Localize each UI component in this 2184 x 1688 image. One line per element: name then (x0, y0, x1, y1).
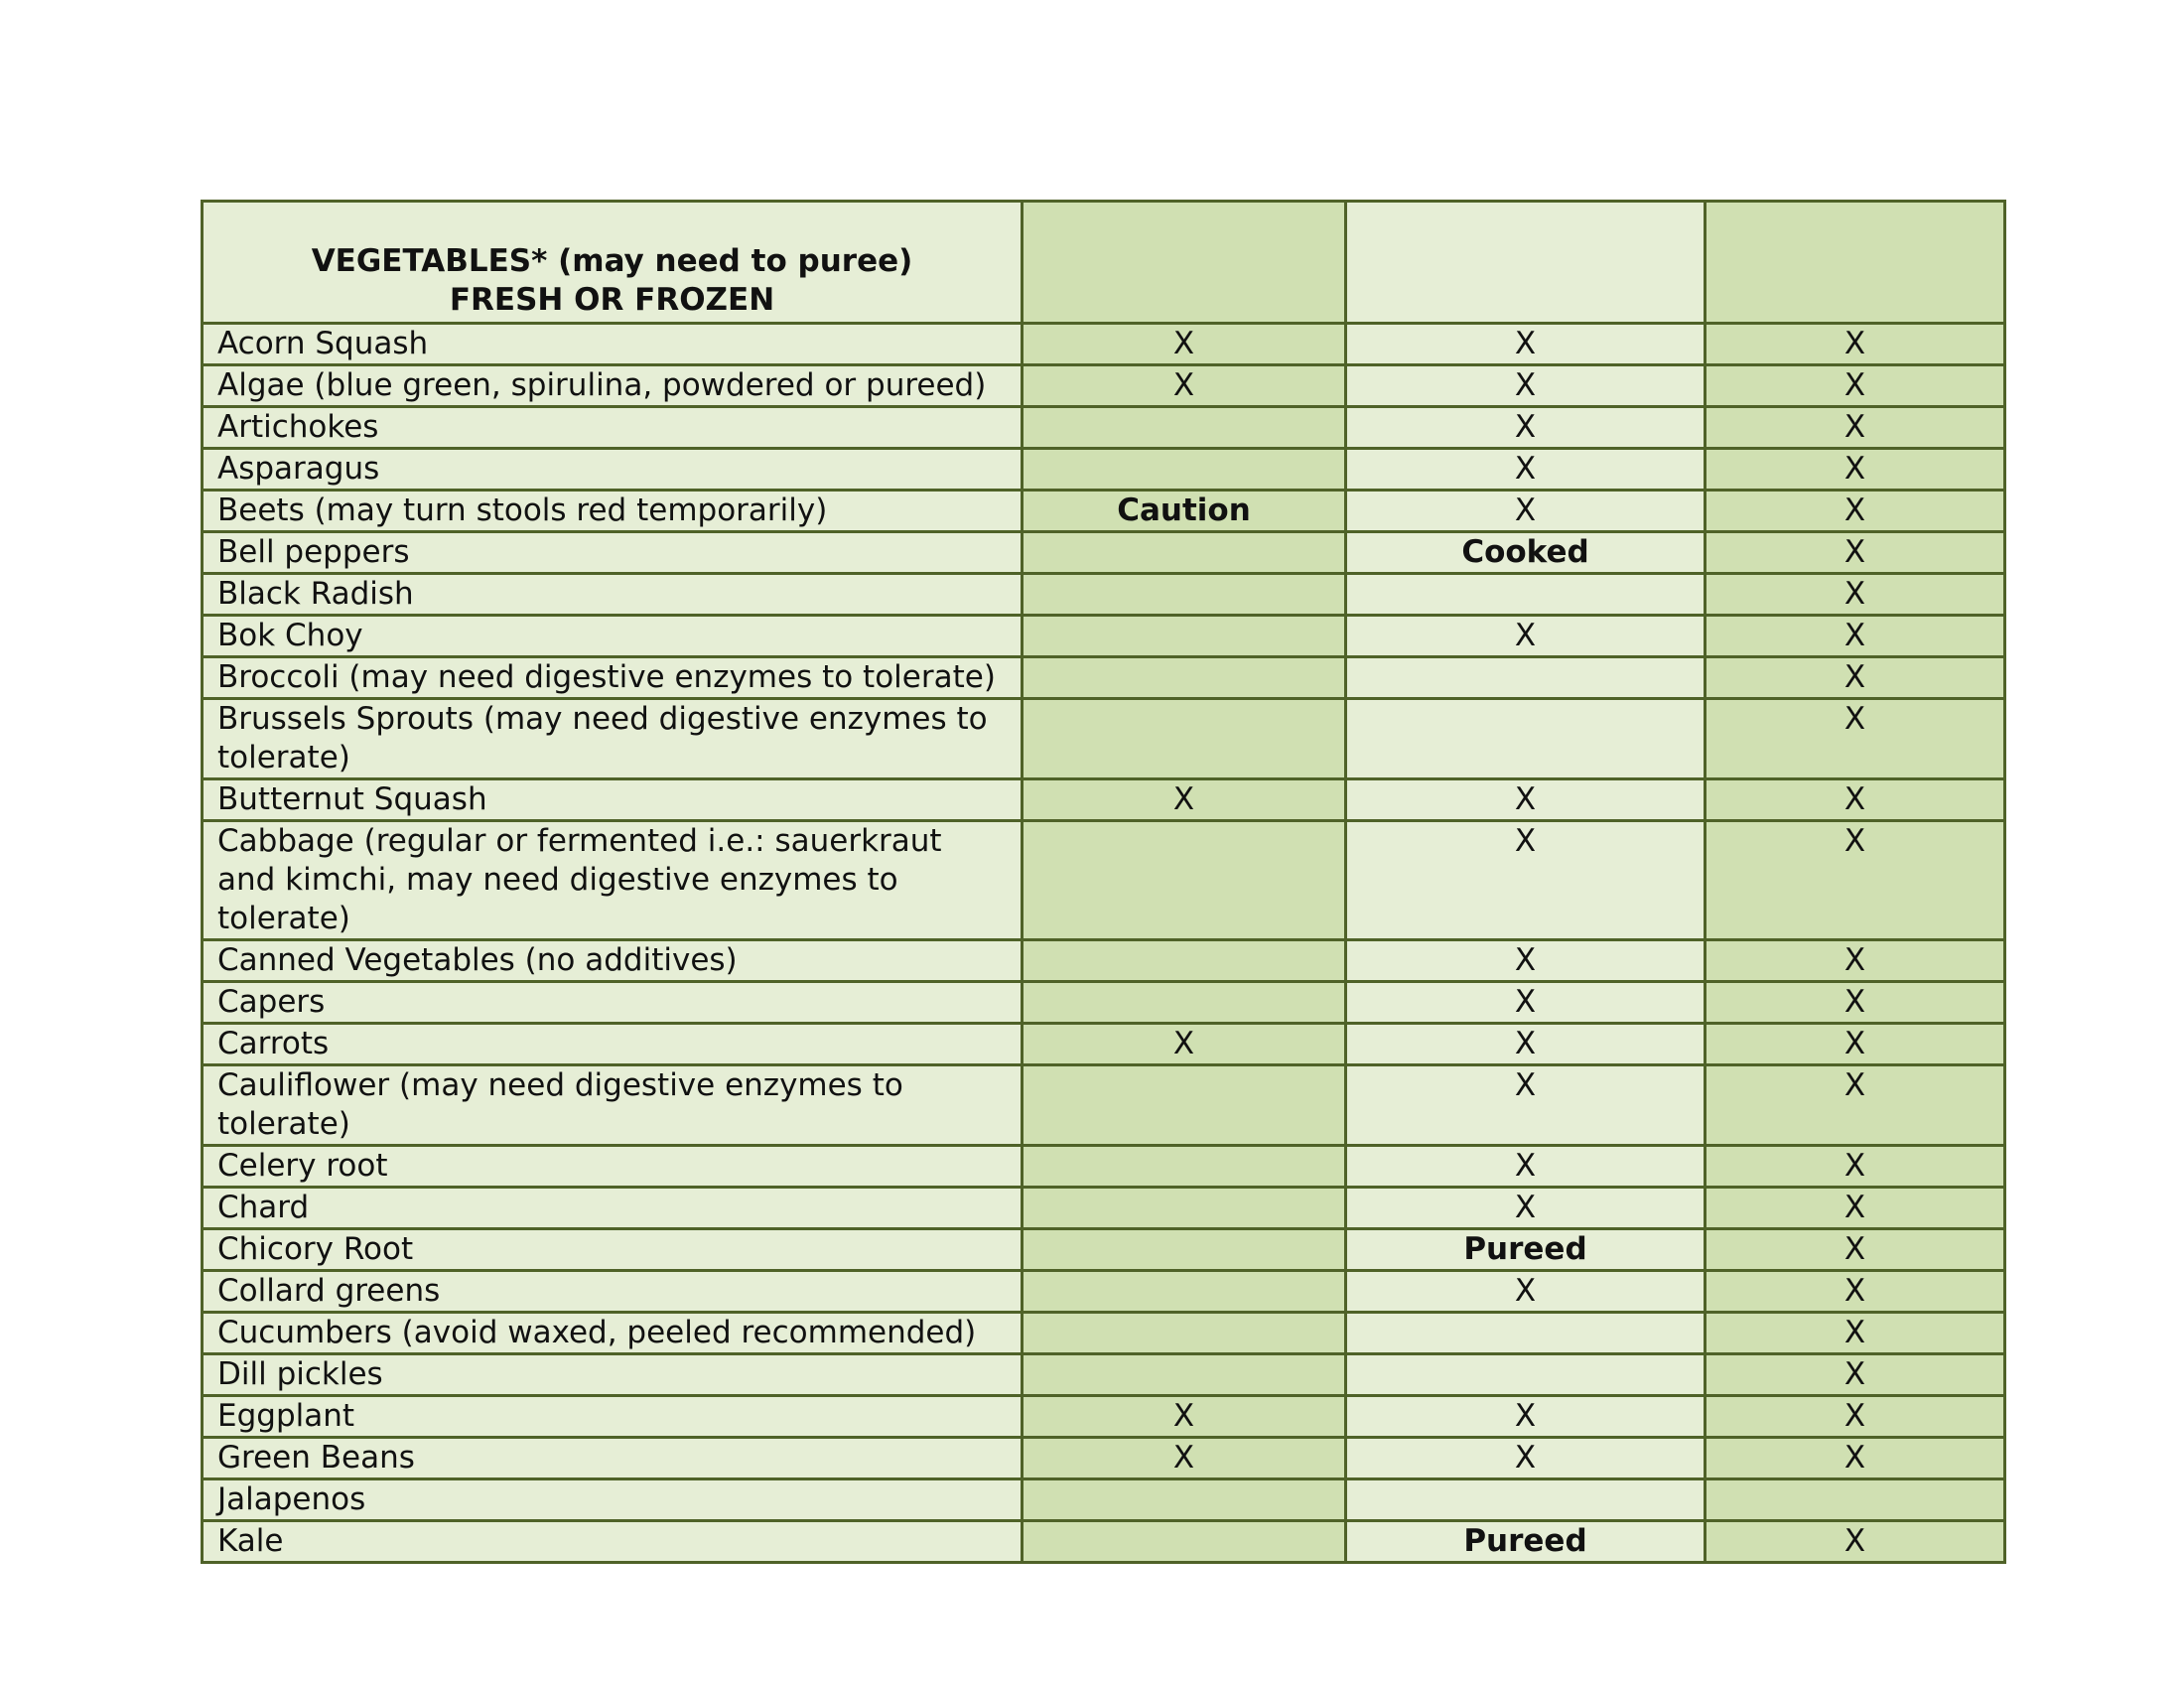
column-1-cell: X (1023, 1396, 1346, 1438)
column-2-cell: X (1346, 1024, 1706, 1065)
column-2-cell: X (1346, 982, 1706, 1024)
vegetable-name: Algae (blue green, spirulina, powdered or pureed) (203, 365, 1023, 407)
column-1-cell (1023, 1521, 1346, 1563)
table-row (203, 1188, 2005, 1229)
vegetable-name: Cauliflower (may need digestive enzymes to tolerate) (203, 1065, 1023, 1146)
column-2-cell: X (1346, 1438, 1706, 1479)
column-3-cell: X (1706, 449, 2005, 491)
column-3-cell: X (1706, 365, 2005, 407)
column-2-cell: X (1346, 491, 1706, 532)
column-2-cell: X (1346, 616, 1706, 657)
table-row (203, 657, 2005, 699)
column-2-cell (1346, 1354, 1706, 1396)
table-row (203, 491, 2005, 532)
column-3-cell: X (1706, 532, 2005, 574)
table-row (203, 1024, 2005, 1065)
table-row (203, 699, 2005, 779)
vegetable-name: Kale (203, 1521, 1023, 1563)
column-2-cell: Pureed (1346, 1521, 1706, 1563)
vegetable-name: Canned Vegetables (no additives) (203, 940, 1023, 982)
column-2-cell (1346, 657, 1706, 699)
table-row (203, 532, 2005, 574)
table-row (203, 1065, 2005, 1146)
vegetable-name: Asparagus (203, 449, 1023, 491)
column-1-cell (1023, 940, 1346, 982)
column-3-cell: X (1706, 1271, 2005, 1313)
column-3-cell: X (1706, 1024, 2005, 1065)
table-header-row (203, 202, 2005, 324)
column-3-cell: X (1706, 1146, 2005, 1188)
column-3-cell: X (1706, 1229, 2005, 1271)
column-2-cell: X (1346, 324, 1706, 365)
column-3-cell: X (1706, 324, 2005, 365)
column-3-cell: X (1706, 1354, 2005, 1396)
column-1-cell (1023, 616, 1346, 657)
column-3-cell: X (1706, 1065, 2005, 1146)
vegetable-name: Dill pickles (203, 1354, 1023, 1396)
column-2-cell (1346, 699, 1706, 779)
table-row (203, 1271, 2005, 1313)
column-2-cell (1346, 574, 1706, 616)
table-row (203, 1521, 2005, 1563)
column-1-cell: X (1023, 365, 1346, 407)
vegetable-name: Beets (may turn stools red temporarily) (203, 491, 1023, 532)
table-row (203, 1354, 2005, 1396)
vegetable-name: Capers (203, 982, 1023, 1024)
column-2-cell (1346, 1479, 1706, 1521)
vegetable-name: Carrots (203, 1024, 1023, 1065)
column-3-cell: X (1706, 982, 2005, 1024)
column-2-cell: X (1346, 365, 1706, 407)
column-2-cell: X (1346, 449, 1706, 491)
column-1-cell: X (1023, 1024, 1346, 1065)
table-row (203, 449, 2005, 491)
column-1-cell: X (1023, 1438, 1346, 1479)
header-title-line1: VEGETABLES* (may need to puree) (311, 243, 913, 279)
column-1-cell (1023, 407, 1346, 449)
column-3-cell: X (1706, 1396, 2005, 1438)
column-3-cell: X (1706, 1313, 2005, 1354)
column-2-cell: Pureed (1346, 1229, 1706, 1271)
column-3-cell: X (1706, 657, 2005, 699)
vegetables-table-body (203, 202, 2005, 1563)
column-2-cell: X (1346, 1188, 1706, 1229)
vegetable-name: Cucumbers (avoid waxed, peeled recommended) (203, 1313, 1023, 1354)
table-row (203, 574, 2005, 616)
column-3-cell: X (1706, 821, 2005, 940)
column-3-cell: X (1706, 1438, 2005, 1479)
vegetables-table (201, 200, 2006, 1564)
column-3-cell (1706, 1479, 2005, 1521)
column-3-cell: X (1706, 491, 2005, 532)
table-row (203, 1146, 2005, 1188)
column-2-cell: X (1346, 1396, 1706, 1438)
table-row (203, 1313, 2005, 1354)
table-row (203, 982, 2005, 1024)
column-2-cell (1346, 1313, 1706, 1354)
vegetable-name: Acorn Squash (203, 324, 1023, 365)
table-row (203, 616, 2005, 657)
vegetable-name: Brussels Sprouts (may need digestive enzymes to tolerate) (203, 699, 1023, 779)
column-2-cell: Cooked (1346, 532, 1706, 574)
table-row (203, 1229, 2005, 1271)
vegetable-name: Jalapenos (203, 1479, 1023, 1521)
vegetable-name: Cabbage (regular or fermented i.e.: sauerkraut and kimchi, may need digestive enzymes to tolerate) (203, 821, 1023, 940)
column-3-cell: X (1706, 1188, 2005, 1229)
vegetable-name: Green Beans (203, 1438, 1023, 1479)
vegetable-name: Butternut Squash (203, 779, 1023, 821)
column-1-cell (1023, 1146, 1346, 1188)
column-2-cell: X (1346, 779, 1706, 821)
column-1-cell (1023, 821, 1346, 940)
column-1-cell (1023, 1188, 1346, 1229)
header-col3 (1706, 202, 2005, 324)
header-title-line2: FRESH OR FROZEN (449, 282, 775, 318)
header-col2 (1346, 202, 1706, 324)
column-1-cell (1023, 657, 1346, 699)
column-3-cell: X (1706, 699, 2005, 779)
column-2-cell: X (1346, 1146, 1706, 1188)
column-3-cell: X (1706, 1521, 2005, 1563)
column-1-cell (1023, 1354, 1346, 1396)
column-2-cell: X (1346, 407, 1706, 449)
column-1-cell (1023, 532, 1346, 574)
vegetable-name: Chicory Root (203, 1229, 1023, 1271)
table-row (203, 407, 2005, 449)
column-3-cell: X (1706, 779, 2005, 821)
column-3-cell: X (1706, 407, 2005, 449)
column-1-cell (1023, 1229, 1346, 1271)
column-1-cell: X (1023, 779, 1346, 821)
column-1-cell: X (1023, 324, 1346, 365)
column-3-cell: X (1706, 616, 2005, 657)
table-row (203, 821, 2005, 940)
column-3-cell: X (1706, 574, 2005, 616)
header-title (203, 202, 1023, 324)
header-col1 (1023, 202, 1346, 324)
table-row (203, 940, 2005, 982)
vegetable-name: Collard greens (203, 1271, 1023, 1313)
column-1-cell (1023, 1065, 1346, 1146)
vegetable-name: Bok Choy (203, 616, 1023, 657)
column-3-cell: X (1706, 940, 2005, 982)
vegetable-name: Artichokes (203, 407, 1023, 449)
column-1-cell (1023, 1479, 1346, 1521)
table-row (203, 1438, 2005, 1479)
vegetable-name: Black Radish (203, 574, 1023, 616)
vegetable-name: Bell peppers (203, 532, 1023, 574)
table-row (203, 1396, 2005, 1438)
column-2-cell: X (1346, 1271, 1706, 1313)
column-1-cell: Caution (1023, 491, 1346, 532)
vegetable-name: Celery root (203, 1146, 1023, 1188)
table-row (203, 324, 2005, 365)
vegetable-name: Broccoli (may need digestive enzymes to tolerate) (203, 657, 1023, 699)
column-2-cell: X (1346, 821, 1706, 940)
table-row (203, 365, 2005, 407)
column-2-cell: X (1346, 1065, 1706, 1146)
column-1-cell (1023, 1271, 1346, 1313)
column-2-cell: X (1346, 940, 1706, 982)
vegetable-name: Eggplant (203, 1396, 1023, 1438)
column-1-cell (1023, 449, 1346, 491)
column-1-cell (1023, 699, 1346, 779)
column-1-cell (1023, 1313, 1346, 1354)
vegetable-name: Chard (203, 1188, 1023, 1229)
table-row (203, 779, 2005, 821)
column-1-cell (1023, 982, 1346, 1024)
table-row (203, 1479, 2005, 1521)
column-1-cell (1023, 574, 1346, 616)
